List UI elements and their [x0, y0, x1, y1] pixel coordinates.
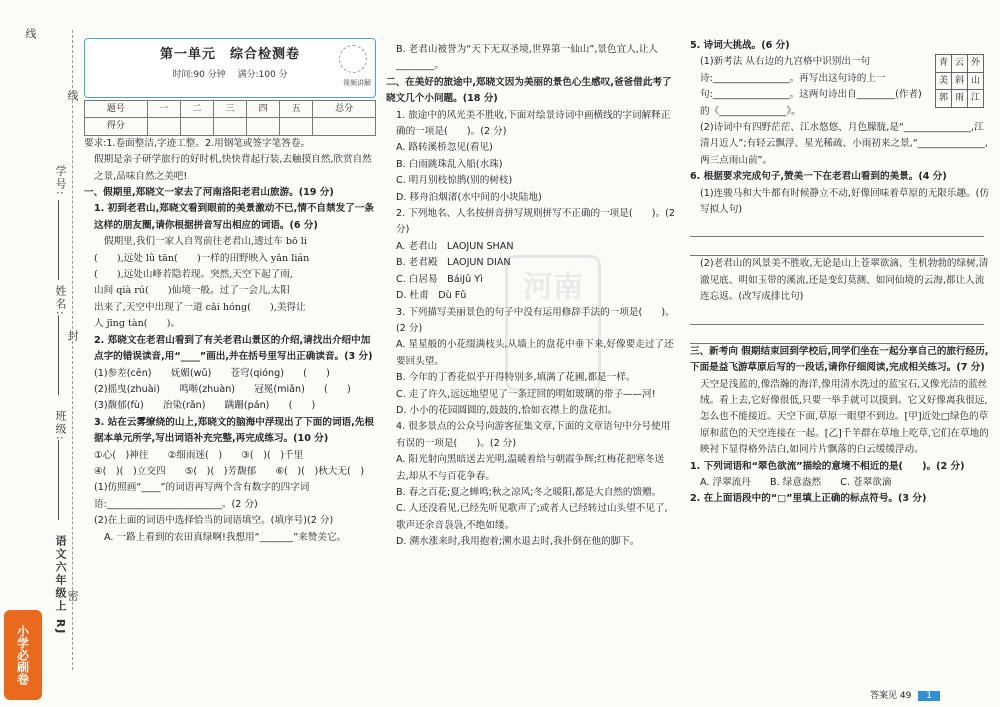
- pinyin-line: ( ),远处 lǜ tān( )一样的田野映入 yǎn lián: [94, 252, 310, 264]
- option[interactable]: D. 小小的花园圆圆的,鼓鼓的,恰如衣襟上的盘花扣。: [396, 404, 618, 416]
- nine-grid: [935, 54, 984, 107]
- answer-line: ④( )( )立交四 ⑤( )( )芳馥郁 ⑥( )( )秋大无( ): [94, 465, 365, 477]
- question: 2. 下列地名、人名按拼音拼写规则拼写不正确的一项是( )。(2 分): [396, 208, 675, 236]
- table-row: [85, 101, 376, 118]
- section-heading: 一、假期里,郑晓文一家去了河南洛阳老君山旅游。(19 分): [84, 187, 334, 199]
- page-title: 第一单元 综合检测卷: [159, 47, 300, 62]
- answer-line: ①心( )神往 ②细雨迷( ) ③( )( )千里: [94, 449, 304, 461]
- student-number-label: 学号:: [54, 165, 67, 197]
- question: 1. 初到老君山,郑晓文看到眼前的美景激动不已,情不自禁发了一条这样的朋友圈,请你根据拼音写出相应的词语。(6 分): [94, 203, 374, 231]
- table-row: [936, 90, 984, 107]
- score-cell[interactable]: [213, 118, 246, 135]
- table-row: [85, 118, 376, 135]
- question: 1. 旅途中的风光美不胜收,下面对绘景诗词中画横线的字词解释正确的一项是( )。(2 分): [396, 109, 671, 138]
- option[interactable]: D. 杜甫 Dù Fǔ: [396, 290, 467, 302]
- answer-line: (1)参差(cēn) 妩媚(wǔ) 苍穹(qióng) ( ): [94, 367, 330, 379]
- binding-strip: [0, 0, 82, 707]
- intro-text: 假期是亲子研学旅行的好时机,快快背起行装,去触摸自然,欣赏自然之景,品味自然之美吧!: [94, 154, 372, 182]
- score-cell[interactable]: [280, 118, 313, 135]
- grid-cell: 斜: [952, 72, 968, 89]
- question: 3. 下列描写美丽景色的句子中没有运用修辞手法的一项是( )。(2 分): [396, 306, 675, 334]
- name-field[interactable]: [58, 315, 59, 395]
- option[interactable]: A. 阳光射向黑暗送去光明,温暖着给与朝霞争辉;红梅花把寒冬送去,却从不与百花争春。: [396, 454, 665, 482]
- table-cell: 题号: [85, 101, 148, 118]
- question: 2. 在上面语段中的“□”里填上正确的标点符号。(3 分): [690, 493, 927, 505]
- sub-question: (1)仿照画“____”的词语再写两个含有数字的四字词语:________________________。(2 分): [94, 482, 310, 510]
- section-heading: 三、新考向 假期结束回到学校后,同学们坐在一起分享自己的旅行经历,下面是益飞游草原后写的一段话,请你仔细阅读,完成相关练习。(7 分): [690, 345, 989, 374]
- grid-cell: 云: [952, 55, 968, 72]
- full-score-label: 满分:100 分: [237, 70, 288, 81]
- reading-passage: 天空是浅蓝的,像浩瀚的海洋,像用清水洗过的蓝宝石,又像光洁的蓝丝绒。看上去,它好像很低,只要一举手就可以摸到。它又好像离我很远,怎么也不能接近。天空下面,草原一眼望不到边。[甲]近处□绿色的草原和蓝色的天空连接在一起。[乙]千羊群在草地上吃草,它们在草地的映衬下显得格外洁白,如同片片飘落的白云缓缓浮动。: [700, 378, 989, 456]
- table-cell: 三: [213, 101, 246, 118]
- question: 4. 很多景点的公众号向游客征集文章,下面的文章语句中分号使用有误的一项是( )。(2 分): [396, 421, 671, 449]
- question: 2. 郑晓文在老君山看到了有关老君山景区的介绍,请找出介绍中加点字的错误读音,用“____”画出,并在括号里写出正确读音。(3 分): [94, 334, 373, 363]
- option[interactable]: A. 老君山 LAOJUN SHAN: [396, 240, 514, 252]
- grid-cell: 山: [968, 72, 984, 89]
- table-cell: 一: [147, 101, 180, 118]
- grid-cell: 青: [936, 55, 952, 72]
- question: 6. 根据要求完成句子,赞美一下在老君山看到的美景。(4 分): [690, 171, 947, 183]
- class-label: 班级:: [54, 410, 67, 442]
- sub-question: (2)诗词中有四野茫茫、江水悠悠、月色朦胧,是“______________,江清月近人”;有轻云飘浮、星光稀疏、小雨初来之景,“______________,两三点雨山前”。: [700, 122, 988, 166]
- qr-caption: 视频讲解: [343, 79, 371, 87]
- pinyin-line: 人 jīng tàn( )。: [94, 318, 181, 330]
- question: 5. 诗词大挑战。(6 分): [690, 40, 790, 51]
- option[interactable]: C. 人还没看见,已经先听见歌声了;或者人已经转过山头望不见了,歌声还余音袅袅,不绝如缕。: [396, 503, 668, 531]
- score-cell[interactable]: [180, 118, 213, 135]
- class-field[interactable]: [58, 440, 59, 520]
- option[interactable]: A. 路转溪桥忽见(看见): [396, 142, 493, 154]
- column-2: [386, 42, 676, 551]
- answer-line-blank[interactable]: [690, 325, 984, 344]
- sub-question: (2)老君山的风景美不胜收,无论是山上苍翠欲滴、生机勃勃的绿树,清澈见底、明如玉带的溪流,还是变幻莫测、如同仙境的云海,都让人流连忘返。(改写成排比句): [700, 258, 989, 303]
- pinyin-line: 出来了,天空中出现了一道 cǎi hóng( ),美得让: [94, 301, 306, 313]
- strip-line-mark: 线: [66, 90, 79, 103]
- option[interactable]: C. 走了许久,远远地望见了一条迂回的明如玻璃的带子——河!: [396, 388, 656, 400]
- answer-line-blank[interactable]: [690, 306, 984, 325]
- option[interactable]: B. 白雨跳珠乱入船(水珠): [396, 158, 503, 170]
- header-box: [84, 38, 376, 98]
- table-row: [936, 72, 984, 89]
- grade-label: 语文六年级上 RJ: [54, 535, 67, 636]
- answer-line-blank[interactable]: [690, 218, 984, 237]
- option[interactable]: B. 今年的丁香花似乎开得特别多,填满了花圃,都是一样。: [396, 372, 636, 384]
- sub-question: (1)新考法 从右边的九宫格中识别出一句诗:________________。再写出这句诗的上一句:________________。这两句诗出自________(作者)的《______________》。: [700, 56, 922, 117]
- question: 1. 下列词语和“翠色欲流”描绘的意境不相近的是( )。(2 分): [690, 460, 965, 472]
- pinyin-line: ( ),远处山峰若隐若现。突然,天空下起了雨,: [94, 269, 293, 281]
- table-cell: 二: [180, 101, 213, 118]
- seal-mark: 封: [66, 330, 79, 343]
- grid-cell: 雨: [952, 90, 968, 107]
- score-cell[interactable]: [247, 118, 280, 135]
- column-3: [690, 38, 990, 508]
- table-cell: 得分: [85, 118, 148, 135]
- student-number-field[interactable]: [58, 200, 59, 280]
- section-heading: 二、在美好的旅途中,郑晓文因为美丽的景色心生感叹,爸爸借此考了晓文几个小问题。(18 分): [386, 76, 672, 105]
- grid-cell: 江: [968, 90, 984, 107]
- score-cell[interactable]: [147, 118, 180, 135]
- table-row: [936, 55, 984, 72]
- option[interactable]: B. 春之百花;夏之蝉鸣;秋之凉风;冬之暖阳,都是大自然的馈赠。: [396, 486, 662, 498]
- exam-meta: [85, 67, 375, 83]
- cut-line: [72, 30, 73, 670]
- grid-cell: 美: [936, 72, 952, 89]
- page-number: 1: [918, 691, 940, 701]
- option[interactable]: C. 白居易 BáiJū Yì: [396, 273, 483, 285]
- sub-question: B. 老君山被誉为“天下无双圣境,世界第一仙山”,景色宜人,让人________。: [396, 44, 659, 72]
- option[interactable]: C. 明月别枝惊鹊(别的树枝): [396, 175, 513, 187]
- grid-cell: 外: [968, 55, 984, 72]
- sub-question: (1)连骏马和大牛都有时候静立不动,好像回味着草原的无限乐趣。(仿写拟人句): [700, 187, 990, 216]
- answer-line-blank[interactable]: [690, 237, 984, 256]
- column-1: [84, 38, 376, 546]
- name-label: 姓名:: [54, 285, 67, 317]
- table-cell: 五: [280, 101, 313, 118]
- answer-ref: 答案见 49: [870, 691, 912, 701]
- option[interactable]: D. 溯水涨来时,我用抱着;溯水退去时,我扑倒在他的脚下。: [396, 536, 640, 548]
- sub-question: A. 一路上看到的农田真绿啊!我想用“_______”来赞美它。: [104, 531, 347, 543]
- seal-mark-2: 密: [66, 590, 79, 603]
- table-cell: 四: [247, 101, 280, 118]
- question: 3. 站在云雾缭绕的山上,郑晓文的脑海中浮现出了下面的词语,先根据本单元所学,写出词语补充完整,再完成练习。(10 分): [94, 416, 374, 445]
- pinyin-line: 假期里,我们一家人自驾前往老君山,透过车 bō li: [104, 236, 307, 248]
- score-cell[interactable]: [313, 118, 376, 135]
- poem-question: [690, 54, 990, 120]
- brand-logo: 小学必刷卷: [4, 610, 42, 700]
- option[interactable]: A. 星星般的小花缀满枝头,从墙上的盘花中垂下来,好像要走过了还要回头望。: [396, 339, 674, 367]
- page-footer: [870, 688, 940, 701]
- option[interactable]: A. 浮翠流丹 B. 绿意盎然 C. 苍翠欲滴: [700, 476, 892, 488]
- watermark: 河南: [505, 255, 601, 391]
- option[interactable]: B. 老君殿 LAOJUN DIAN: [396, 257, 511, 269]
- answer-line: (3)馥郁(fù) 治染(rǎn) 蹒跚(pán) ( ): [94, 400, 316, 412]
- strip-mark: 线: [24, 28, 37, 41]
- requirements: 要求:1.卷面整洁,字迹工整。2.用钢笔或签字笔答卷。: [84, 137, 311, 149]
- sub-question: (2)在上面的词语中选择恰当的词语填空。(填序号)(2 分): [94, 515, 334, 527]
- time-label: 时间:90 分钟: [172, 70, 226, 81]
- table-cell: 总分: [313, 101, 376, 118]
- score-table: [84, 100, 376, 136]
- grid-cell: 郭: [936, 90, 952, 107]
- answer-line: (2)摇曳(zhuài) 鸣啭(zhuàn) 冠冕(miǎn) ( ): [94, 383, 351, 395]
- option[interactable]: D. 移舟泊烟渚(水中间的小块陆地): [396, 191, 542, 203]
- qr-code-icon[interactable]: [339, 45, 367, 73]
- pinyin-line: 山间 qià rú( )仙境一般。过了一会儿,太阳: [94, 285, 290, 297]
